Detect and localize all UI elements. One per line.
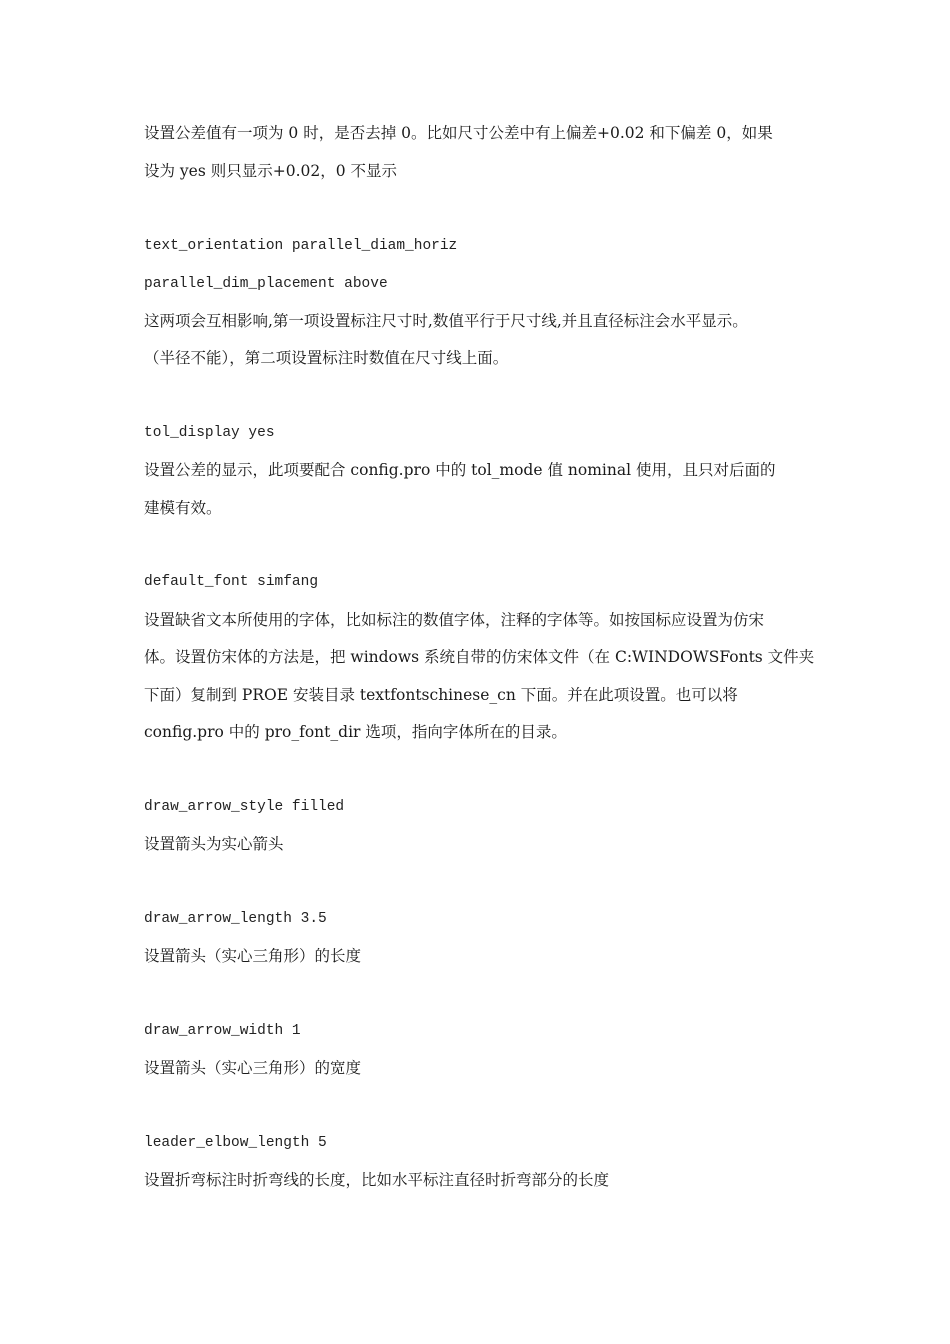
config-option-line: tol_display yes [144,425,275,441]
paragraph-line: （半径不能），第二项设置标注时数值在尺寸线上面。 [144,349,509,367]
paragraph-line: 设置公差的显示，此项要配合 config.pro 中的 tol_mode 值 nominal 使用，且只对后面的 [144,461,776,479]
paragraph-line: 设置箭头（实心三角形）的长度 [144,947,362,965]
config-option-line: default_font simfang [144,574,319,590]
paragraph-line: 设置箭头（实心三角形）的宽度 [144,1059,362,1077]
paragraph-line: 下面）复制到 PROE 安装目录 textfontschinese_cn 下面。并在此项设置。也可以将 [144,686,738,704]
paragraph-line: 设置缺省文本所使用的字体，比如标注的数值字体，注释的字体等。如按国标应设置为仿宋 [144,611,765,629]
config-option-line: parallel_dim_placement above [144,276,388,292]
paragraph-line: 体。设置仿宋体的方法是，把 windows 系统自带的仿宋体文件（在 C:WINDOWSFonts 文件夹 [144,648,815,666]
paragraph-line: 建模有效。 [144,499,222,517]
paragraph-line: 设置折弯标注时折弯线的长度，比如水平标注直径时折弯部分的长度 [144,1171,610,1189]
config-option-line: text_orientation parallel_diam_horiz [144,238,458,254]
paragraph-line: 设置箭头为实心箭头 [144,835,284,853]
paragraph-line: 设置公差值有一项为 0 时，是否去掉 0。比如尺寸公差中有上偏差+0.02 和下偏差 0，如果 [144,124,773,142]
paragraph-line: 这两项会互相影响,第一项设置标注尺寸时,数值平行于尺寸线,并且直径标注会水平显示。 [144,312,748,330]
config-option-line: draw_arrow_style filled [144,799,345,815]
config-option-line: draw_arrow_width 1 [144,1023,301,1039]
paragraph-line: config.pro 中的 pro_font_dir 选项，指向字体所在的目录。 [144,723,567,741]
config-option-line: leader_elbow_length 5 [144,1135,327,1151]
paragraph-line: 设为 yes 则只显示+0.02，0 不显示 [144,162,398,180]
config-option-line: draw_arrow_length 3.5 [144,911,327,927]
